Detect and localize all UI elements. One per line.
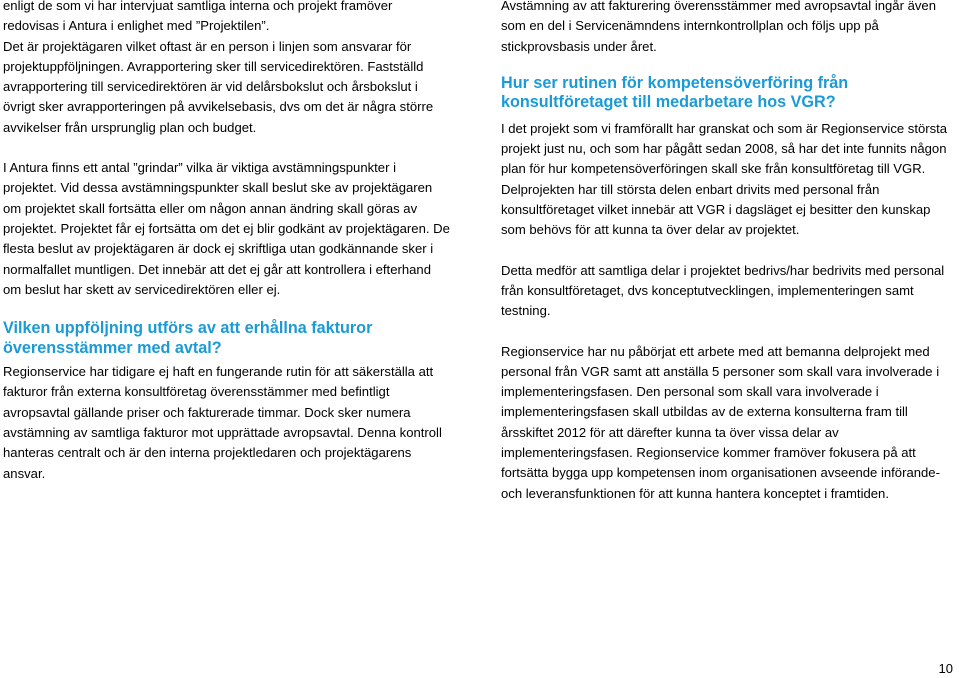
left-paragraph-gates: I Antura finns ett antal ”grindar” vilka är viktiga avstämningspunkter i projektet. Vid dessa avstämningspunkter skall beslut ske av projektägaren om projektet skall fortsätta eller om någon annan ändring skall göras av projektet. Projektet får ej fortsätta om det ej blir godkänt av projektägaren. De flesta beslut av projektägaren är dock ej skriftliga utan godkännande sker i normalfallet muntligen. Det innebär att det ej går att kontrollera i efterhand om beslut har skett av servicedirektören eller ej.	[3, 160, 450, 297]
left-paragraph-reporting: enligt de som vi har intervjuat samtliga interna och projekt framöver redovisas i Antura i enlighet med ”Projektilen”. Det är projektägaren vilket oftast är en person i linjen som ansvarar för projektuppföljningen. Avrapportering sker till servicedirektören. Fastställd avrapportering till servicedirektören är vid delårsbokslut och årsbokslut i övrigt sker avrapporteringen på avvikelsebasis, dvs om det är några större avvikelser från ursprunglig plan och budget.	[3, 0, 434, 135]
right-paragraph-staffing: Regionservice har nu påbörjat ett arbete med att bemanna delprojekt med personal från VGR samt att anställa 5 personer som skall vara involverade i implementeringsfasen. Den personal som skall vara involverade i implementeringsfasen skall utbildas av de externa konsulterna fram till årsskiftet 2012 för att därefter kunna ta över vissa delar av implementeringsfasen. Regionservice kommer framöver fokusera på att fortsätta bygga upp kompetensen inom organisationen avseende införande- och leveransfunktionen för att kunna hantera konceptet i framtiden.	[501, 343, 940, 501]
page-number: 10	[938, 661, 953, 676]
right-paragraph-project-review: I det projekt som vi framförallt har granskat och som är Regionservice största projekt just nu, och som har pågått sedan 2008, så har det inte funnits någon plan för hur kompetensöverföringen skall ske från konsultföretag till VGR. Delprojekten har till största delen enbart drivits med personal från konsultföretaget vilket innebär att VGR i dagsläget ej besitter den kunskap som behövs för att kunna ta över delar av projektet.	[501, 120, 948, 238]
right-column	[501, 0, 959, 504]
right-paragraph-internal-control: Avstämning av att fakturering överensstämmer med avropsavtal ingår även som en del i Servicenämndens internkontrollplan och följs upp på stickprovsbasis under året.	[501, 0, 936, 54]
right-paragraph-consequence: Detta medför att samtliga delar i projektet bedrivs/har bedrivits med personal från konsultföretaget, dvs konceptutvecklingen, implementeringen samt testning.	[501, 262, 945, 319]
left-heading-invoice-followup: Vilken uppföljning utförs av att erhållna fakturor överensstämmer med avtal?	[3, 319, 373, 357]
right-heading-competence-transfer: Hur ser rutinen för kompetensöverföring från konsultföretaget till medarbetare hos VGR?	[501, 73, 849, 112]
left-column	[3, 0, 455, 484]
left-paragraph-invoice-routine: Regionservice har tidigare ej haft en fungerande rutin för att säkerställa att fakturor från externa konsultföretag överensstämmer med befintligt avropsavtal gällande priser och fakturerade timmar. Dock sker numera avstämning av samtliga fakturor mot upprättade avropsavtal. Denna kontroll hanteras centralt och är den interna projektledaren och projektägarens ansvar.	[3, 364, 442, 481]
